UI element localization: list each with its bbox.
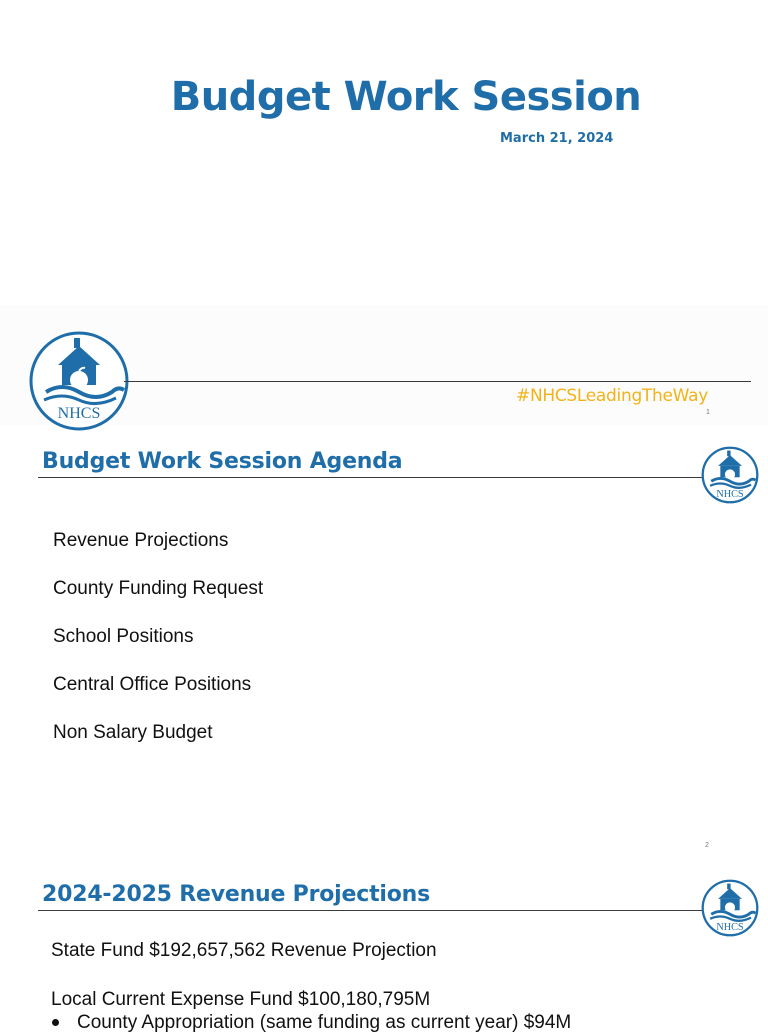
revenue-bullet-text: County Appropriation (same funding as current year) $94M bbox=[77, 1012, 572, 1033]
nhcs-logo-small bbox=[701, 879, 759, 937]
revenue-bullet bbox=[52, 1012, 571, 1034]
agenda-item: Revenue Projections bbox=[53, 530, 229, 551]
session-date: March 21, 2024 bbox=[500, 131, 614, 146]
revenue-item: Local Current Expense Fund $100,180,795M bbox=[51, 989, 431, 1010]
agenda-item: Non Salary Budget bbox=[53, 722, 213, 743]
header-divider bbox=[124, 381, 751, 382]
agenda-item: School Positions bbox=[53, 626, 194, 647]
revenue-heading-divider bbox=[38, 910, 702, 911]
page-title: Budget Work Session bbox=[170, 74, 642, 120]
svg-text:NHCS: NHCS bbox=[57, 405, 101, 422]
nhcs-logo-small bbox=[701, 446, 759, 504]
revenue-item: State Fund $192,657,562 Revenue Projection bbox=[51, 940, 437, 961]
nhcs-logo bbox=[28, 330, 130, 432]
nhcs-logo-icon bbox=[701, 446, 759, 504]
nhcs-logo-icon bbox=[701, 879, 759, 937]
hashtag: #NHCSLeadingTheWay bbox=[516, 386, 708, 406]
nhcs-logo-icon bbox=[28, 330, 130, 432]
svg-text:NHCS: NHCS bbox=[716, 922, 744, 934]
agenda-item: Central Office Positions bbox=[53, 674, 252, 695]
svg-text:NHCS: NHCS bbox=[716, 489, 744, 501]
page-number: 2 bbox=[705, 842, 709, 849]
bullet-icon bbox=[52, 1019, 59, 1026]
revenue-heading: 2024-2025 Revenue Projections bbox=[42, 882, 430, 907]
agenda-heading-divider bbox=[38, 477, 702, 478]
agenda-heading: Budget Work Session Agenda bbox=[42, 449, 403, 474]
page-number: 1 bbox=[706, 409, 710, 416]
agenda-item: County Funding Request bbox=[53, 578, 264, 599]
